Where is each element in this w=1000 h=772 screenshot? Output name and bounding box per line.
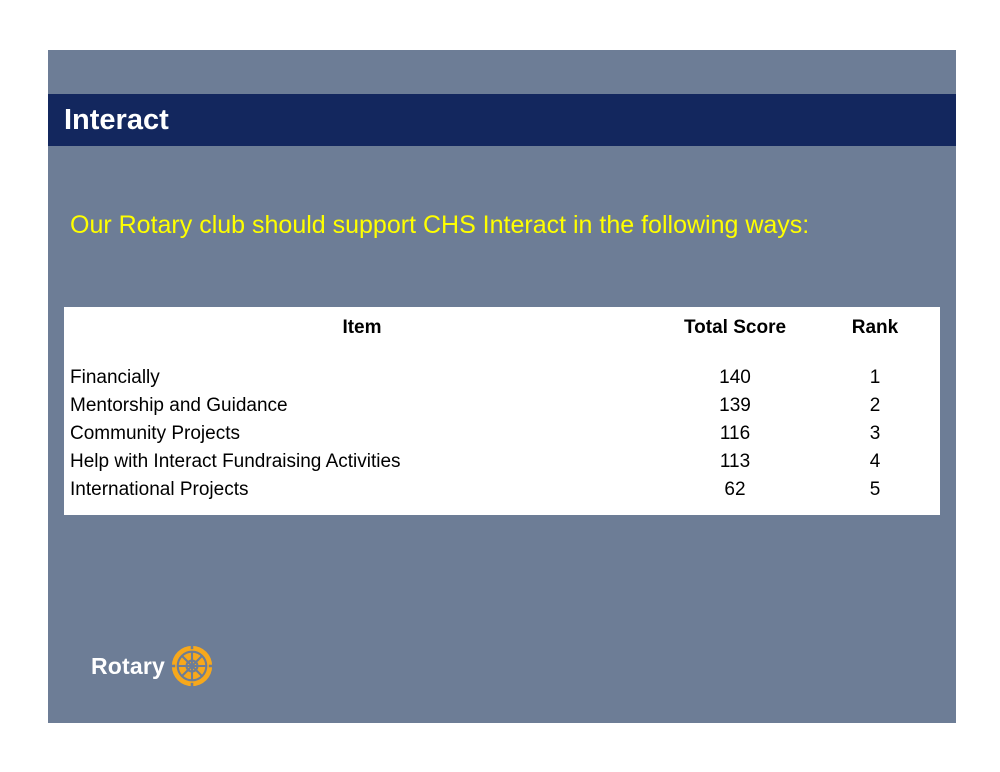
column-header-rank: Rank bbox=[851, 317, 899, 338]
cell-item: Mentorship and Guidance bbox=[70, 395, 288, 416]
cell-score: 139 bbox=[719, 395, 751, 416]
column-header-item: Item bbox=[342, 317, 382, 338]
cell-score: 113 bbox=[719, 451, 751, 472]
table-header bbox=[64, 307, 940, 351]
presentation-slide bbox=[48, 50, 956, 723]
cell-rank: 5 bbox=[869, 479, 881, 500]
results-table-container bbox=[64, 307, 940, 515]
table-row bbox=[64, 420, 940, 448]
cell-rank: 2 bbox=[869, 395, 881, 416]
column-header-total-score: Total Score bbox=[683, 317, 787, 338]
cell-rank: 4 bbox=[869, 451, 881, 472]
rotary-wheel-icon bbox=[171, 645, 213, 687]
table-row bbox=[64, 476, 940, 515]
cell-rank: 3 bbox=[869, 423, 881, 444]
slide-subtitle: Our Rotary club should support CHS Interact in the following ways: bbox=[70, 211, 810, 239]
cell-item: Financially bbox=[70, 367, 160, 388]
cell-score: 140 bbox=[719, 367, 751, 388]
cell-score: 62 bbox=[724, 479, 746, 500]
table-row bbox=[64, 448, 940, 476]
table-body bbox=[64, 351, 940, 515]
cell-score: 116 bbox=[719, 423, 751, 444]
cell-item: International Projects bbox=[70, 479, 249, 500]
rotary-wordmark: Rotary bbox=[91, 652, 166, 679]
rotary-logo bbox=[91, 645, 213, 687]
cell-rank: 1 bbox=[869, 367, 881, 388]
results-table bbox=[64, 307, 940, 515]
table-row bbox=[64, 351, 940, 392]
cell-item: Help with Interact Fundraising Activities bbox=[70, 451, 401, 472]
page-title: Interact bbox=[64, 103, 169, 136]
table-header-row bbox=[64, 307, 940, 351]
cell-item: Community Projects bbox=[70, 423, 240, 444]
table-row bbox=[64, 392, 940, 420]
slide-title-bar bbox=[48, 94, 956, 146]
